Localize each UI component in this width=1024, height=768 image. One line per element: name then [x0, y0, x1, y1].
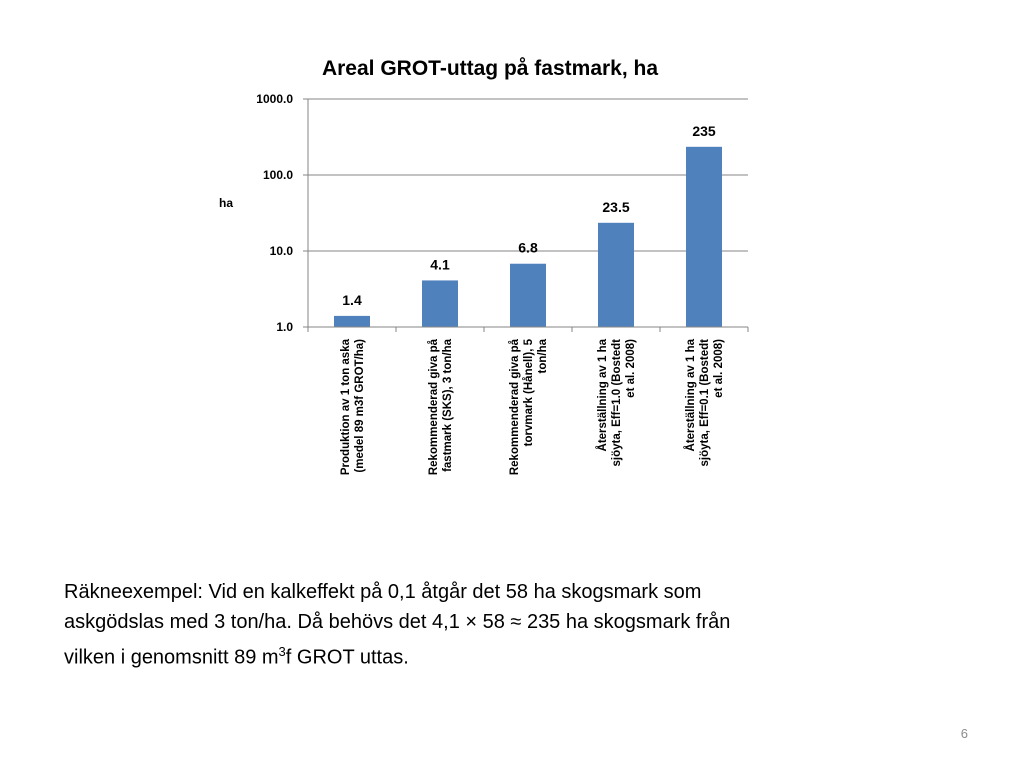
bar: [422, 280, 458, 327]
category-label-line: Återställning av 1 ha: [685, 339, 697, 452]
category-label: [428, 338, 454, 475]
category-label-line: Rekommenderad giva på: [509, 339, 521, 476]
category-label: [340, 338, 366, 475]
bar: [686, 147, 722, 327]
category-label-line: (medel 89 m3f GROT/ha): [354, 339, 366, 473]
chart-title: Areal GROT-uttag på fastmark, ha: [321, 57, 659, 80]
y-tick-label: 1.0: [276, 320, 293, 334]
explanation-line-3: [64, 637, 964, 673]
bar: [334, 316, 370, 327]
category-label-line: torvmark (Hånell), 5: [523, 339, 535, 447]
bar: [510, 264, 546, 327]
category-label: [684, 338, 725, 466]
y-tick-label: 1000.0: [256, 92, 293, 106]
data-label: 1.4: [342, 291, 362, 308]
explanation-line-1: Räkneexempel: Vid en kalkeffekt på 0,1 åtgår det 58 ha skogsmark som: [64, 581, 702, 603]
y-tick-label: 10.0: [269, 244, 293, 258]
category-label-line: ton/ha: [537, 339, 549, 374]
bars: [334, 147, 722, 327]
data-label: 6.8: [518, 239, 538, 256]
superscript-3: 3: [278, 644, 286, 659]
explanation-line-3-start: vilken i genomsnitt 89 m: [64, 646, 279, 669]
explanation-line-2: askgödslas med 3 ton/ha. Då behövs det 4,1 × 58 ≈ 235 ha skogsmark från: [64, 611, 731, 633]
category-labels: [340, 338, 725, 475]
page-number: 6: [960, 726, 968, 741]
category-label-line: fastmark (SKS), 3 ton/ha: [442, 339, 454, 472]
category-label-line: Återställning av 1 ha: [597, 339, 609, 452]
category-label-line: et al. 2008): [713, 339, 725, 398]
explanation-text: [64, 577, 964, 673]
category-label-line: Rekommenderad giva på: [428, 339, 440, 476]
y-tick-label: 100.0: [262, 168, 293, 182]
category-label: [509, 338, 549, 475]
y-axis-label: ha: [218, 196, 234, 210]
explanation-line-3-end: f GROT uttas.: [285, 646, 409, 669]
category-label-line: sjöyta, Eff=0.1 (Bostedt: [699, 339, 711, 467]
category-label-line: et al. 2008): [625, 339, 637, 398]
data-label: 235: [692, 122, 716, 139]
data-label: 23.5: [602, 198, 630, 215]
data-label: 4.1: [430, 256, 450, 273]
category-label: [596, 338, 637, 466]
bar: [598, 223, 634, 327]
category-label-line: sjöyta, Eff=1.0 (Bostedt: [611, 339, 623, 467]
y-tick-labels: [256, 92, 293, 334]
category-label-line: Produktion av 1 ton aska: [340, 339, 352, 476]
